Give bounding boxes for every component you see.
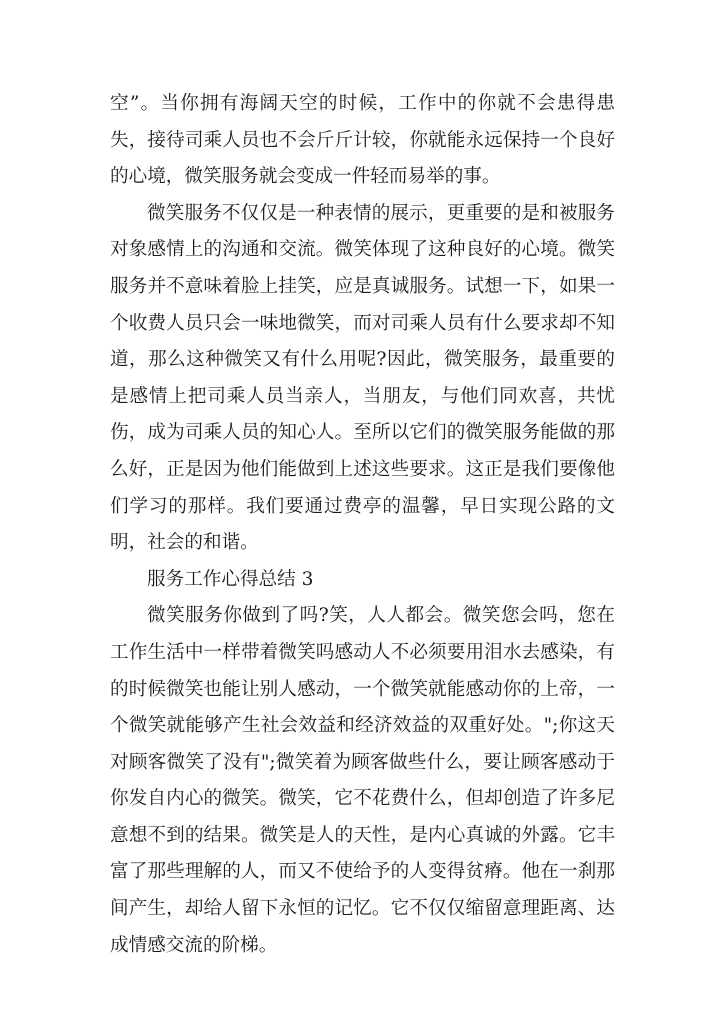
paragraph-smile-question: 微笑服务你做到了吗?笑，人人都会。微笑您会吗，您在工作生活中一样带着微笑吗感动人不必须要用泪水去感染，有的时候微笑也能让别人感动，一个微笑就能感动你的上帝，一个微笑就能够产生社会效益和经济效益的双重好处。";你这天对顾客微笑了没有";微笑着为顾客做些什么，要让顾客感动于你发自内心的微笑。微笑，它不花费什么，但却创造了许多尼意想不到的结果。微笑是人的天性，是内心真诚的外露。它丰富了那些理解的人，而又不使给予的人变得贫瘠。他在一刹那间产生，却给人留下永恒的记忆。它不仅仅缩留意理距离、达成情感交流的阶梯。 [110, 605, 615, 956]
section-heading: 服务工作心得总结 3 [147, 568, 314, 590]
paragraph-continuation: 空”。当你拥有海阔天空的时候，工作中的你就不会患得患失，接待司乘人员也不会斤斤计较，你就能永远保持一个良好的心境，微笑服务就会变成一件轻而易举的事。 [110, 93, 615, 188]
document-body [110, 86, 615, 964]
paragraph-smile-service: 微笑服务不仅仅是一种表情的展示，更重要的是和被服务对象感情上的沟通和交流。微笑体现了这种良好的心境。微笑服务并不意味着脸上挂笑，应是真诚服务。试想一下，如果一个收费人员只会一味地微笑，而对司乘人员有什么要求却不知道，那么这种微笑又有什么用呢?因此，微笑服务，最重要的是感情上把司乘人员当亲人，当朋友，与他们同欢喜，共忧伤，成为司乘人员的知心人。至所以它们的微笑服务能做的那么好，正是因为他们能做到上述这些要求。这正是我们要像他们学习的那样。我们要通过费亭的温馨，早日实现公路的文明，社会的和谐。 [110, 202, 615, 554]
